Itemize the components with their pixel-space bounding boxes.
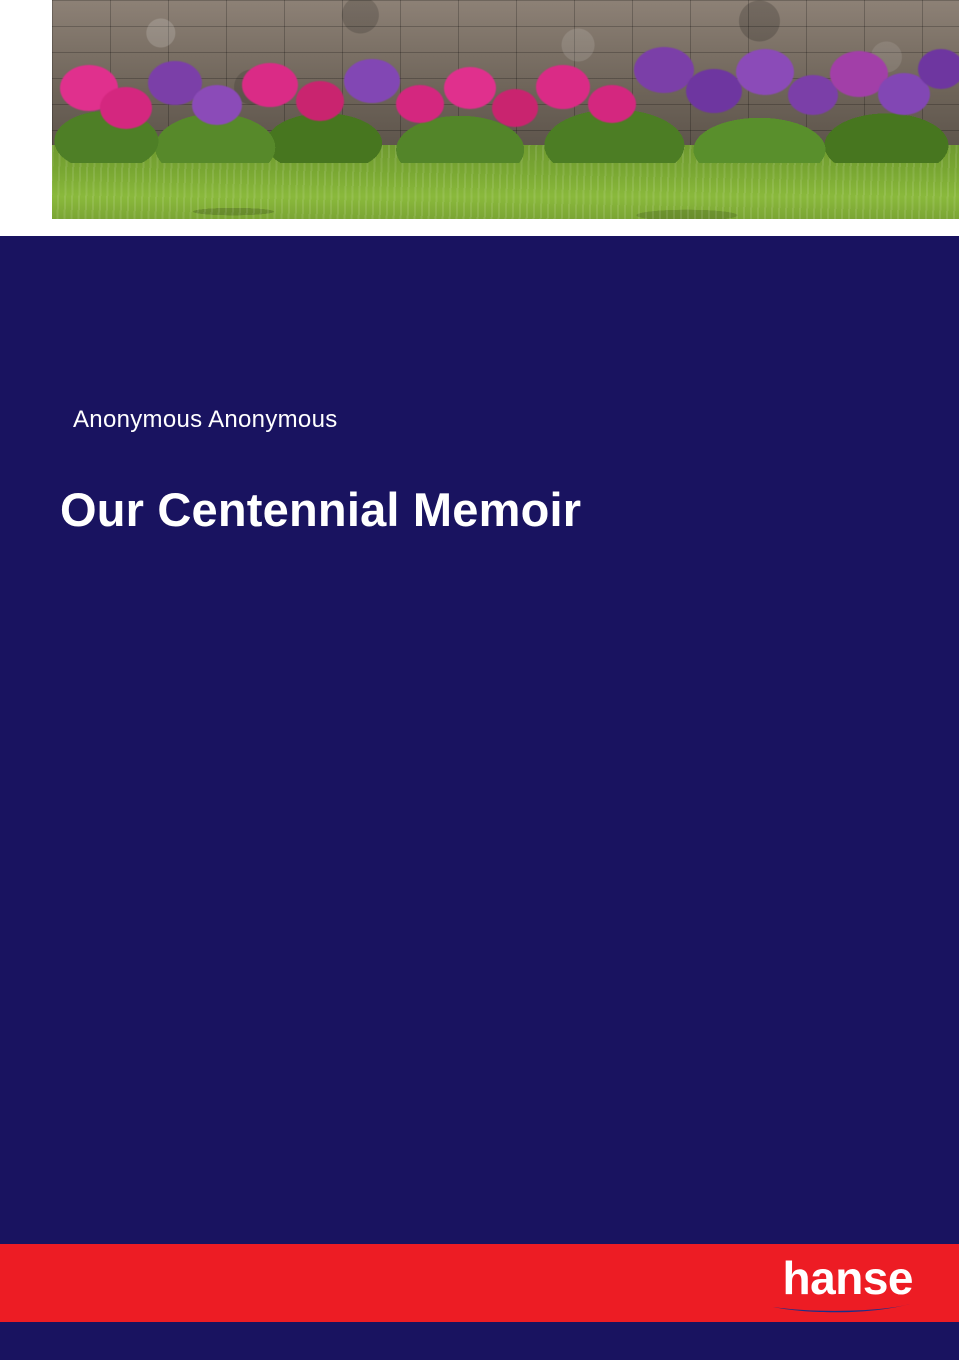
cover-photo [52, 0, 959, 219]
bottom-footer-band [0, 1322, 959, 1360]
cover-body-panel [0, 236, 959, 1244]
book-title: Our Centennial Memoir [60, 483, 582, 536]
publisher-logo-text: hanse [782, 1252, 913, 1304]
publisher-logo [723, 1252, 913, 1317]
hydrangea-blooms-image [52, 35, 959, 155]
author-name: Anonymous Anonymous [73, 406, 338, 433]
logo-swoosh-icon [773, 1303, 911, 1315]
